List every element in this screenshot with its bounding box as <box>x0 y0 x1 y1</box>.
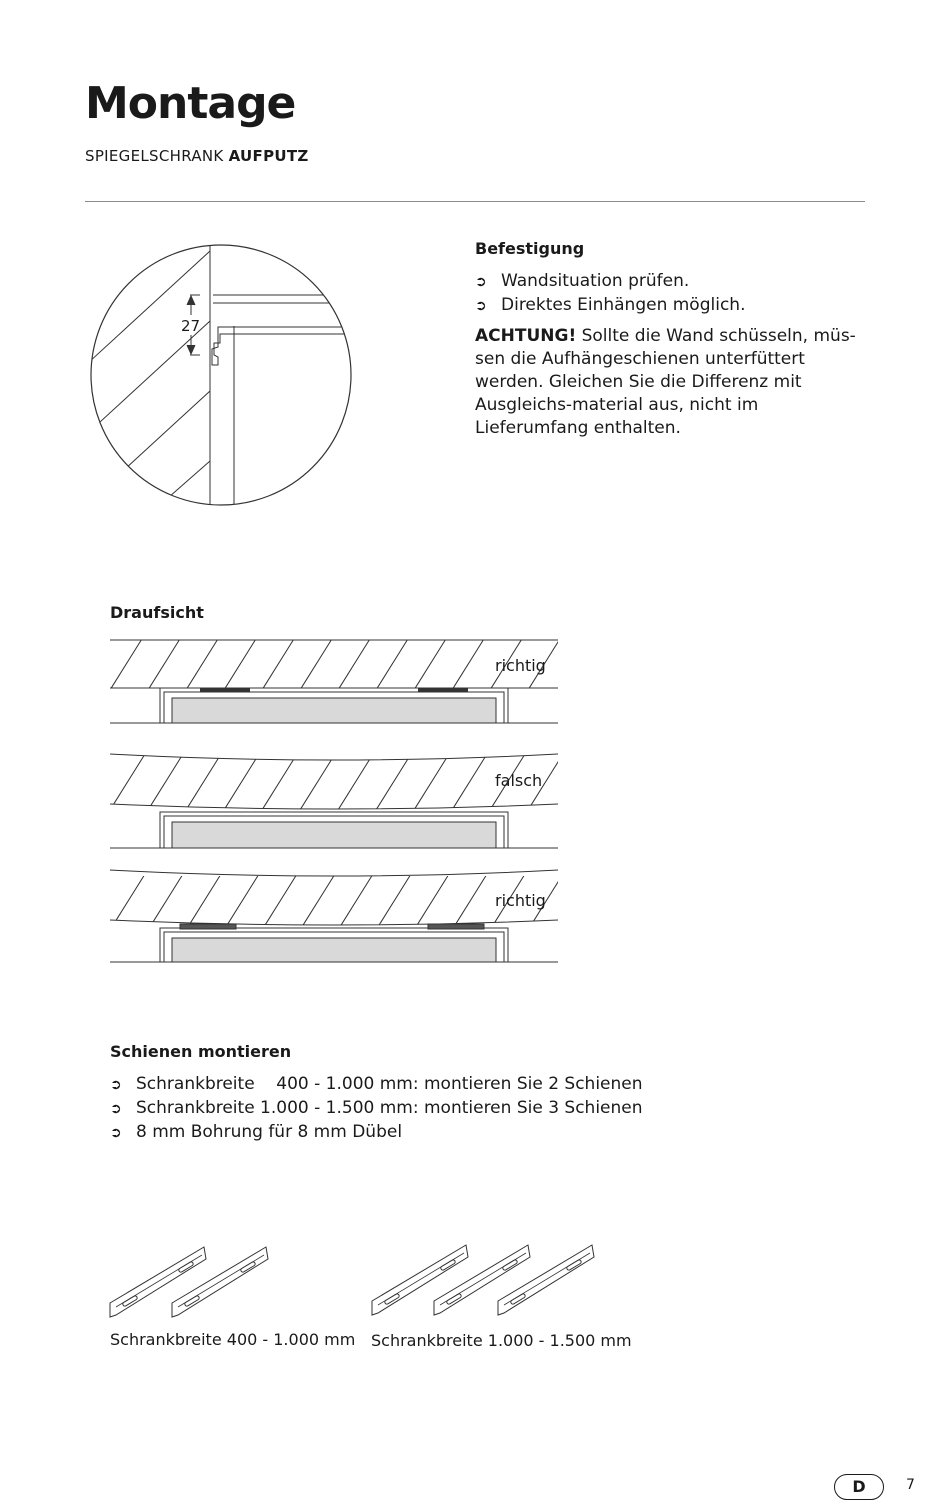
top-view-diagrams <box>110 636 560 966</box>
warning-paragraph <box>475 325 875 440</box>
rails-caption-3: Schrankbreite 1.000 - 1.500 mm <box>371 1331 632 1350</box>
warning-text: Sollte die Wand schüsseln, müs-sen die Aufhängeschienen unterfüttert werden. Gleichen Sie die Differenz mit Ausgleichs-material aus, nicht im Lieferumfang enthalten. <box>475 326 856 438</box>
diagram-label-falsch: falsch <box>495 771 543 790</box>
mounting-detail-illustration <box>88 243 354 509</box>
header-divider <box>85 201 865 202</box>
arrow-right-icon: ➲ <box>110 1101 122 1117</box>
list-item <box>475 294 875 318</box>
language-badge: D <box>834 1474 884 1500</box>
schienen-list <box>110 1073 710 1145</box>
schienen-heading: Schienen montieren <box>110 1042 292 1061</box>
page-subtitle <box>85 147 309 165</box>
befestigung-heading: Befestigung <box>475 239 585 258</box>
list-item-text: Schrankbreite 400 - 1.000 mm: montieren Sie 2 Schienen <box>136 1074 643 1094</box>
befestigung-list <box>475 270 875 318</box>
diagram-label-richtig: richtig <box>495 656 546 675</box>
list-item <box>110 1073 710 1097</box>
rails-caption-2: Schrankbreite 400 - 1.000 mm <box>110 1330 356 1349</box>
list-item-text: 8 mm Bohrung für 8 mm Dübel <box>136 1122 403 1142</box>
subtitle-prefix: SPIEGELSCHRANK <box>85 147 229 165</box>
rails-illustration <box>108 1240 628 1325</box>
list-item <box>110 1097 710 1121</box>
list-item-text: Direktes Einhängen möglich. <box>501 295 746 315</box>
list-item <box>110 1121 710 1145</box>
arrow-right-icon: ➲ <box>110 1125 122 1141</box>
arrow-right-icon: ➲ <box>110 1077 122 1093</box>
page-number: 7 <box>906 1477 915 1493</box>
list-item-text: Wandsituation prüfen. <box>501 271 690 291</box>
list-item <box>475 270 875 294</box>
arrow-right-icon: ➲ <box>475 298 487 314</box>
diagram-label-richtig: richtig <box>495 891 546 910</box>
subtitle-bold: AUFPUTZ <box>228 147 309 165</box>
page-title: Montage <box>85 78 296 129</box>
draufsicht-heading: Draufsicht <box>110 603 204 622</box>
list-item-text: Schrankbreite 1.000 - 1.500 mm: montieren Sie 3 Schienen <box>136 1098 643 1118</box>
arrow-right-icon: ➲ <box>475 274 487 290</box>
warning-label: ACHTUNG! <box>475 326 577 346</box>
dimension-label: 27 <box>181 317 201 335</box>
